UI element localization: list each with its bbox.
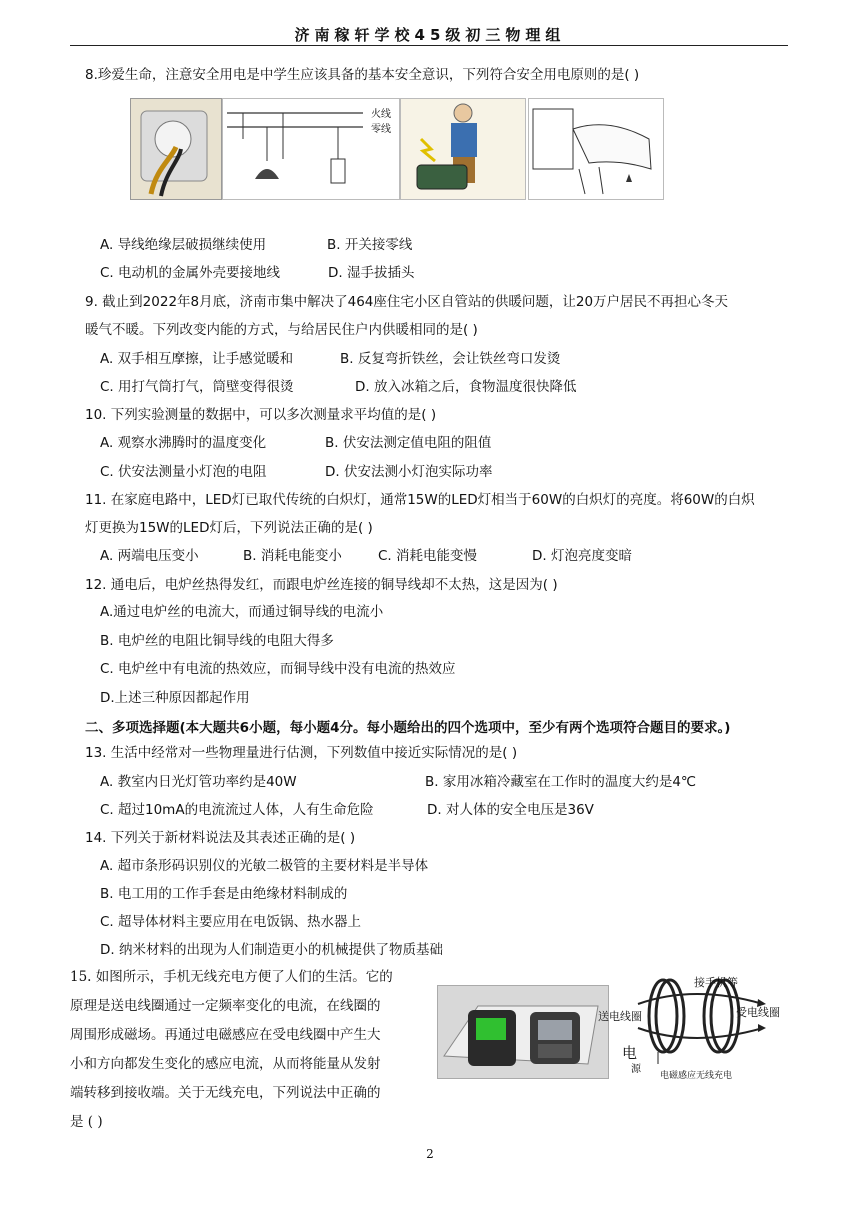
q9-option-b: B. 反复弯折铁丝，会让铁丝弯口发烫 — [340, 351, 561, 367]
q12-stem: 12. 通电后，电炉丝热得发红，而跟电炉丝连接的铜导线却不太热，这是因为( ) — [85, 577, 558, 593]
q13-option-b: B. 家用冰箱冷藏室在工作时的温度大约是4℃ — [425, 774, 697, 790]
motor-worker-illustration-icon — [401, 99, 525, 199]
q13-stem: 13. 生活中经常对一些物理量进行估测，下列数值中接近实际情况的是( ) — [85, 745, 518, 761]
q10-option-c: C. 伏安法测量小灯泡的电阻 — [100, 464, 267, 480]
wireless-charger-phones-icon — [438, 986, 608, 1078]
q14-option-b: B. 电工用的工作手套是由绝缘材料制成的 — [100, 886, 348, 902]
source-label: 源 — [631, 1064, 641, 1075]
page-number: 2 — [426, 1147, 434, 1161]
q10-option-b: B. 伏安法测定值电阻的阻值 — [325, 435, 492, 451]
phone-receiver-label: 接手机等 — [694, 976, 738, 989]
receive-coil-label: 受电线圈 — [736, 1006, 780, 1019]
q9-option-d: D. 放入冰箱之后，食物温度很快降低 — [355, 379, 577, 395]
q9-option-c: C. 用打气筒打气，筒壁变得很烫 — [100, 379, 294, 395]
q12-option-a: A.通过电炉丝的电流大，而通过铜导线的电流小 — [100, 604, 384, 620]
q9-stem-line2: 暖气不暖。下列改变内能的方式，与给居民住户内供暖相同的是( ) — [85, 322, 478, 338]
q15-figure-charging-pad — [437, 985, 609, 1079]
q10-option-d: D. 伏安法测小灯泡实际功率 — [325, 464, 493, 480]
q9-stem-line1: 9. 截止到2022年8月底，济南市集中解决了464座住宅小区自管站的供暖问题，让20万户居民不再担心冬天 — [85, 294, 729, 310]
q15-figure-coils — [598, 968, 788, 1086]
section-2-heading: 二、多项选择题(本大题共6小题，每小题4分。每小题给出的四个选项中，至少有两个选项符合题目的要求。) — [85, 720, 731, 736]
q15-line: 小和方向都发生变化的感应电流，从而将能量从发射 — [70, 1056, 381, 1072]
q11-option-d: D. 灯泡亮度变暗 — [532, 548, 632, 564]
q11-option-b: B. 消耗电能变小 — [243, 548, 342, 564]
q14-option-a: A. 超市条形码识别仪的光敏二极管的主要材料是半导体 — [100, 858, 429, 874]
wet-hand-plug-icon — [529, 99, 663, 199]
q14-option-d: D. 纳米材料的出现为人们制造更小的机械提供了物质基础 — [100, 942, 443, 958]
q11-option-c: C. 消耗电能变慢 — [378, 548, 478, 564]
q14-stem: 14. 下列关于新材料说法及其表述正确的是( ) — [85, 830, 356, 846]
q8-figure-b-circuit — [222, 98, 400, 200]
header-divider — [70, 45, 788, 46]
q13-option-c: C. 超过10mA的电流流过人体，人有生命危险 — [100, 802, 374, 818]
live-wire-label: 火线 — [371, 109, 391, 120]
q8-option-a: A. 导线绝缘层破损继续使用 — [100, 237, 267, 253]
q8-option-c: C. 电动机的金属外壳要接地线 — [100, 265, 281, 281]
page-header: 济南稼轩学校45级初三物理组 — [294, 26, 566, 44]
neutral-wire-label: 零线 — [371, 124, 391, 135]
q12-option-b: B. 电炉丝的电阻比铜导线的电阻大得多 — [100, 633, 334, 649]
transmit-coil-label: 送电线圈 — [598, 1010, 642, 1023]
q15-stem — [70, 963, 430, 1137]
q12-option-d: D.上述三种原因都起作用 — [100, 690, 250, 706]
q14-option-c: C. 超导体材料主要应用在电饭锅、热水器上 — [100, 914, 362, 930]
q8-figure-d-wet-hand — [528, 98, 664, 200]
q15-line: 端转移到接收端。关于无线充电，下列说法中正确的 — [70, 1085, 381, 1101]
q10-stem: 10. 下列实验测量的数据中，可以多次测量求平均值的是( ) — [85, 407, 437, 423]
q12-option-c: C. 电炉丝中有电流的热效应，而铜导线中没有电流的热效应 — [100, 661, 456, 677]
q8-stem: 8.珍爱生命，注意安全用电是中学生应该具备的基本安全意识，下列符合安全用电原则的是( ) — [85, 67, 640, 83]
q15-line: 原理是送电线圈通过一定频率变化的电流，在线圈的 — [70, 998, 381, 1014]
coil-caption: 电磁感应无线充电 — [660, 1071, 733, 1081]
q15-line: 周围形成磁场。再通过电磁感应在受电线圈中产生大 — [70, 1027, 381, 1043]
q11-option-a: A. 两端电压变小 — [100, 548, 199, 564]
q8-figure-a-socket — [130, 98, 222, 200]
q13-option-a: A. 教室内日光灯管功率约是40W — [100, 774, 297, 790]
q8-option-b: B. 开关接零线 — [327, 237, 413, 253]
q10-option-a: A. 观察水沸腾时的温度变化 — [100, 435, 267, 451]
socket-illustration-icon — [131, 99, 221, 199]
q15-line: 15. 如图所示，手机无线充电方便了人们的生活。它的 — [70, 969, 393, 985]
q8-option-d: D. 湿手拔插头 — [328, 265, 415, 281]
q13-option-d: D. 对人体的安全电压是36V — [427, 802, 594, 818]
q11-stem-line1: 11. 在家庭电路中，LED灯已取代传统的白炽灯，通常15W的LED灯相当于60W的白炽灯的亮度。将60W的白炽 — [85, 492, 755, 508]
q9-option-a: A. 双手相互摩擦，让手感觉暖和 — [100, 351, 294, 367]
power-label: 电 — [622, 1044, 638, 1062]
q11-stem-line2: 灯更换为15W的LED灯后，下列说法正确的是( ) — [85, 520, 373, 536]
q15-line: 是 ( ) — [70, 1114, 103, 1130]
q8-figure-c-motor — [400, 98, 526, 200]
